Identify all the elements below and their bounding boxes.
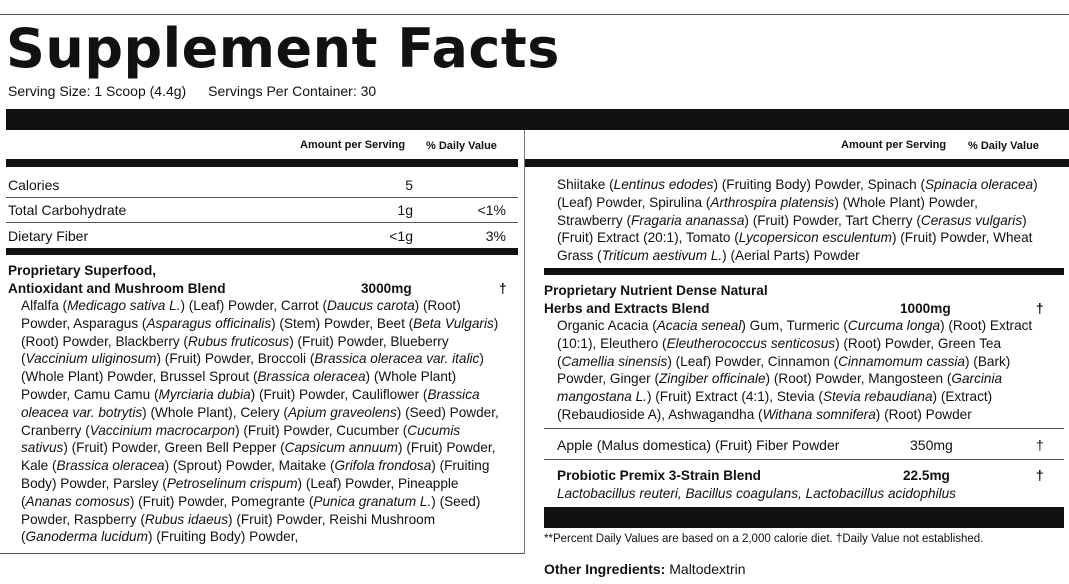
nutrient-name: Calories — [8, 177, 60, 193]
dagger-mark: † — [1036, 301, 1044, 316]
other-ingredients-value: Maltodextrin — [669, 561, 746, 577]
dagger-mark: † — [1036, 468, 1044, 483]
left-dv-header: % Daily Value — [426, 140, 497, 152]
left-header-rule — [6, 159, 518, 167]
bottom-rule — [0, 553, 524, 554]
nutrient-dv: 3% — [485, 228, 506, 244]
nutrient-name: Dietary Fiber — [8, 228, 89, 244]
right-header-rule — [525, 159, 1069, 167]
ingredient-line: (Fruit) Extract (20:1), Tomato (Lycopersicon esculentum) (Fruit) Powder, Wheat — [557, 230, 1033, 246]
ingredient-line: (Root) Powder, Blackberry (Rubus fruticosus) (Fruit) Powder, Blueberry — [21, 333, 449, 349]
nutrient-amount: 5 — [405, 177, 413, 193]
ingredient-line: Powder, Ginger (Zingiber officinale) (Root) Powder, Mangosteen (Garcinia — [557, 371, 1003, 387]
ingredient-line: (Whole Plant) Powder, Brussel Sprout (Brassica oleracea) (Whole Plant) — [21, 369, 457, 385]
superfood-ingredients-continued — [557, 176, 1062, 265]
ingredient-line: Powder, Camu Camu (Myrciaria dubia) (Fruit) Powder, Cauliflower (Brassica — [21, 386, 480, 402]
dagger-mark: † — [1036, 437, 1044, 453]
ingredient-line: Kale (Brassica oleracea) (Sprout) Powder, Maitake (Grifola frondosa) (Fruiting — [21, 458, 490, 474]
ingredient-line: (10:1), Eleuthero (Eleutherococcus senticosus) (Root) Powder, Green Tea — [557, 335, 1002, 351]
ingredient-line: Shiitake (Lentinus edodes) (Fruiting Body) Powder, Spinach (Spinacia oleracea) — [557, 177, 1038, 192]
ingredient-line: (Rebaudioside A), Ashwagandha (Withana somnifera) (Root) Powder — [557, 406, 972, 422]
row-divider — [6, 197, 518, 198]
nutrient-dense-ingredients — [557, 317, 1062, 424]
top-rule — [0, 14, 1069, 15]
ingredient-line: oleacea var. botrytis) (Whole Plant), Celery (Apium graveolens) (Seed) Powder, — [21, 404, 499, 420]
ingredient-line: (Ananas comosus) (Fruit) Powder, Pomegrante (Punica granatum L.) (Seed) — [21, 493, 481, 509]
footer-bar — [544, 507, 1064, 528]
superfood-blend-amount: 3000mg — [361, 281, 412, 296]
ingredient-line: Cranberry (Vaccinium macrocarpon) (Fruit) Powder, Cucumber (Cucumis — [21, 422, 461, 438]
ingredient-line: sativus) (Fruit) Powder, Green Bell Pepper (Capsicum annuum) (Fruit) Powder, — [21, 440, 496, 456]
nutrient-amount: <1g — [389, 228, 413, 244]
nutrient-dense-blend-name: Proprietary Nutrient Dense Natural Herbs and Extracts Blend — [544, 283, 768, 316]
superfood-ingredients — [21, 297, 521, 546]
servings-per-container: Servings Per Container: 30 — [208, 83, 377, 99]
other-ingredients-label: Other Ingredients: — [544, 561, 666, 577]
ingredient-line: Alfalfa (Medicago sativa L.) (Leaf) Powder, Carrot (Daucus carota) (Root) — [21, 298, 461, 313]
probiotic-blend-name: Probiotic Premix 3-Strain Blend — [557, 468, 761, 483]
ingredient-line: Powder, Raspberry (Rubus idaeus) (Fruit) Powder, Reishi Mushroom — [21, 511, 436, 527]
panel-title: Supplement Facts — [6, 17, 560, 80]
ingredient-line: Grass (Triticum aestivum L.) (Aerial Parts) Powder — [557, 248, 860, 264]
section-rule — [544, 268, 1064, 275]
left-amount-header: Amount per Serving — [300, 139, 406, 151]
serving-size: Serving Size: 1 Scoop (4.4g) — [8, 83, 187, 99]
superfood-blend-name: Proprietary Superfood, Antioxidant and Mushroom Blend — [8, 263, 226, 296]
header-bar — [6, 109, 1069, 130]
row-divider — [6, 222, 518, 223]
nutrient-dense-blend-amount: 1000mg — [900, 301, 951, 316]
section-rule — [6, 248, 518, 255]
other-ingredients — [544, 561, 746, 577]
ingredient-line: (Vaccinium uliginosum) (Fruit) Powder, Broccoli (Brassica oleracea var. italic) — [21, 351, 484, 367]
nutrient-amount: 1g — [397, 202, 413, 218]
apple-fiber-amount: 350mg — [910, 437, 953, 453]
row-divider — [544, 459, 1064, 460]
ingredient-line: Powder, Asparagus (Asparagus officinalis) (Stem) Powder, Beet (Beta Vulgaris) — [21, 315, 499, 331]
ingredient-line: mangostana L.) (Fruit) Extract (4:1), Stevia (Stevia rebaudiana) (Extract) — [557, 389, 993, 405]
ingredient-line: Organic Acacia (Acacia seneal) Gum, Turmeric (Curcuma longa) (Root) Extract — [557, 318, 1033, 333]
probiotic-blend-amount: 22.5mg — [903, 468, 950, 483]
right-amount-header: Amount per Serving — [841, 139, 947, 151]
apple-fiber-name: Apple (Malus domestica) (Fruit) Fiber Powder — [557, 437, 840, 453]
serving-info — [8, 83, 376, 99]
daily-value-footnote: **Percent Daily Values are based on a 2,000 calorie diet. †Daily Value not established. — [544, 533, 984, 545]
right-dv-header: % Daily Value — [968, 140, 1039, 152]
ingredient-line: Body) Powder, Parsley (Petroselinum crispum) (Leaf) Powder, Pineapple — [21, 475, 459, 491]
dagger-mark: † — [499, 281, 507, 296]
row-divider — [544, 428, 1064, 429]
column-divider — [524, 130, 525, 554]
nutrient-dv: <1% — [477, 202, 506, 218]
probiotic-strains: Lactobacillus reuteri, Bacillus coagulans, Lactobacillus acidophilus — [557, 486, 956, 501]
ingredient-line: (Ganoderma lucidum) (Fruiting Body) Powder, — [21, 529, 299, 545]
nutrient-name: Total Carbohydrate — [8, 202, 127, 218]
ingredient-line: (Leaf) Powder, Spirulina (Arthrospira platensis) (Whole Plant) Powder, — [557, 194, 978, 210]
ingredient-line: (Camellia sinensis) (Leaf) Powder, Cinnamon (Cinnamomum cassia) (Bark) — [557, 353, 1011, 369]
ingredient-line: Strawberry (Fragaria ananassa) (Fruit) Powder, Tart Cherry (Cerasus vulgaris) — [557, 212, 1027, 228]
